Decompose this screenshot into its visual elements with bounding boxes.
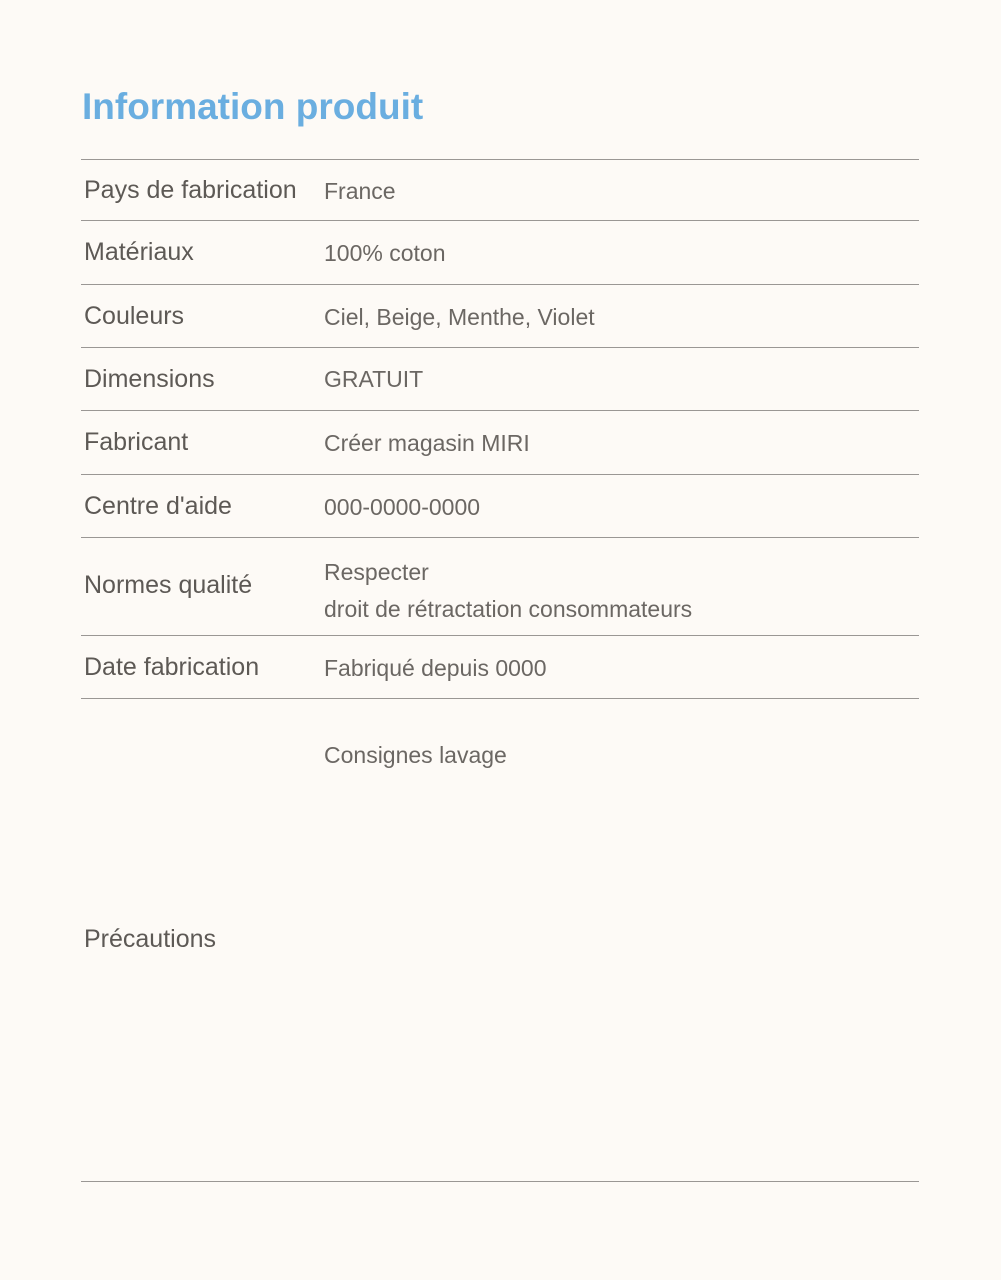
table-row-country (81, 160, 919, 221)
table-row-precautions (81, 699, 919, 1182)
page-title: Information produit (82, 86, 424, 127)
row-value-line: Respecter (324, 559, 429, 585)
product-info-table (81, 159, 919, 1182)
row-value: Consignes lavage (324, 742, 507, 768)
row-label: Date fabrication (84, 653, 260, 681)
table-row-quality-standards (81, 538, 919, 636)
table-row-colors (81, 285, 919, 348)
row-label: Normes qualité (84, 571, 253, 599)
row-label: Couleurs (84, 302, 185, 330)
table-row-manufacturer (81, 411, 919, 475)
row-value (324, 554, 692, 628)
row-label: Fabricant (84, 428, 189, 456)
row-label: Pays de fabrication (84, 176, 297, 204)
table-row-help-center (81, 475, 919, 538)
row-value-line: droit de rétractation consommateurs (324, 596, 693, 622)
row-label: Précautions (84, 925, 217, 953)
row-label: Matériaux (84, 238, 194, 266)
table-row-manufacture-date (81, 636, 919, 699)
table-row-dimensions (81, 348, 919, 411)
row-value: Fabriqué depuis 0000 (324, 655, 547, 681)
row-value: Créer magasin MIRI (324, 430, 530, 456)
row-label: Centre d'aide (84, 492, 232, 520)
row-value: Ciel, Beige, Menthe, Violet (324, 304, 595, 330)
table-row-materials (81, 221, 919, 285)
row-label: Dimensions (84, 365, 215, 393)
row-value: France (324, 178, 396, 204)
row-value: GRATUIT (324, 366, 424, 392)
row-value: 100% coton (324, 240, 446, 266)
row-value: 000-0000-0000 (324, 494, 481, 520)
